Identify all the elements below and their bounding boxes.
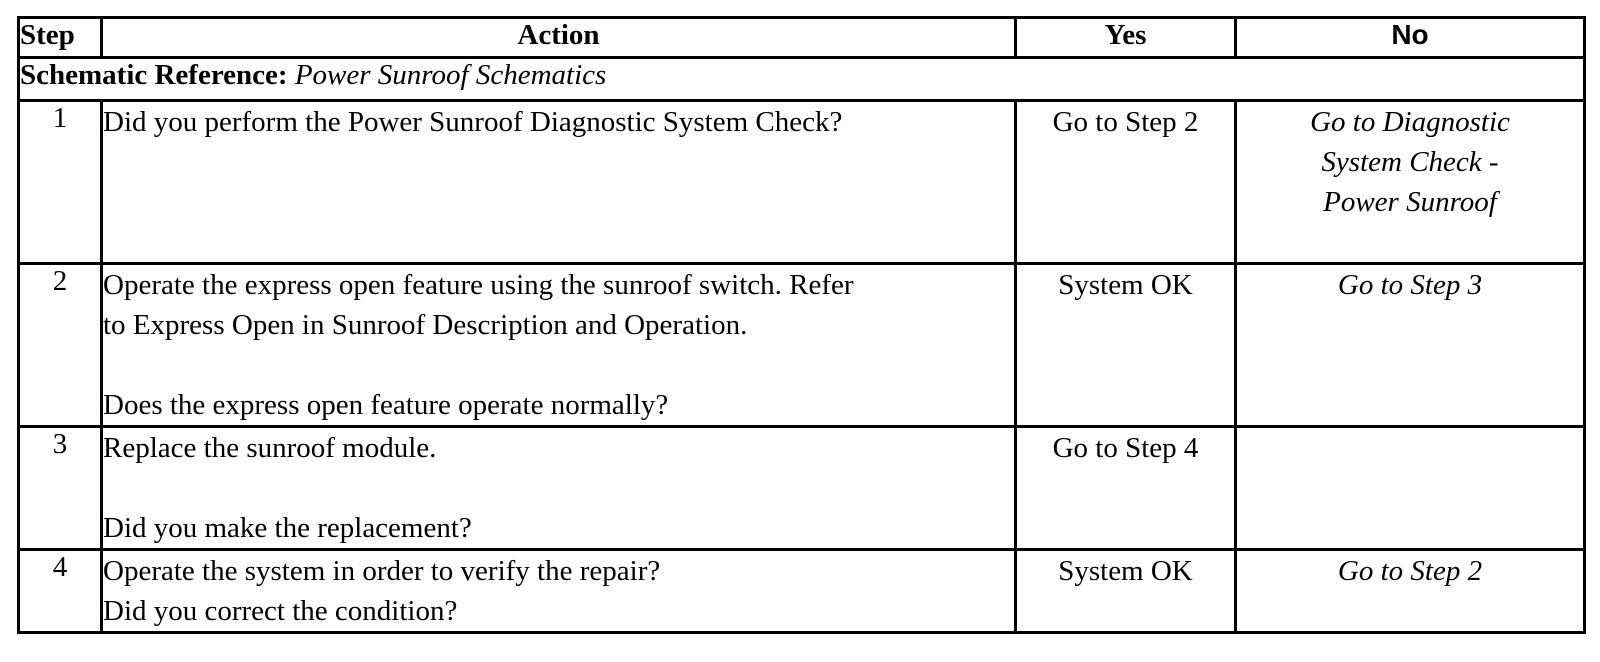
header-no: No xyxy=(1236,18,1585,58)
action-text: Did you correct the condition? xyxy=(103,595,458,627)
no-cell: Go to Step 3 xyxy=(1236,264,1585,427)
action-cell xyxy=(102,427,1016,550)
schematic-reference-cell xyxy=(19,58,1585,101)
table-row xyxy=(19,101,1585,264)
action-text: to Express Open in Sunroof Description and Operation. xyxy=(103,309,748,341)
yes-cell: Go to Step 4 xyxy=(1016,427,1236,550)
action-cell xyxy=(102,264,1016,427)
diagnostic-table xyxy=(17,16,1586,634)
step-number: 1 xyxy=(19,101,102,264)
yes-cell: System OK xyxy=(1016,550,1236,633)
header-yes: Yes xyxy=(1016,18,1236,58)
no-text: System Check - xyxy=(1321,146,1499,178)
table-header-row xyxy=(19,18,1585,58)
no-text: Power Sunroof xyxy=(1323,186,1497,218)
schematic-reference-link: Power Sunroof Schematics xyxy=(294,59,607,91)
action-text: Does the express open feature operate normally? xyxy=(103,389,669,421)
action-text: Did you make the replacement? xyxy=(103,512,472,544)
no-text: Go to Diagnostic xyxy=(1310,106,1510,138)
action-cell xyxy=(102,101,1016,264)
spacer xyxy=(103,345,1014,385)
table-row xyxy=(19,427,1585,550)
spacer xyxy=(103,468,1014,508)
no-cell xyxy=(1236,427,1585,550)
action-text: Did you perform the Power Sunroof Diagnostic System Check? xyxy=(103,106,843,138)
diagnostic-table-container xyxy=(17,16,1583,634)
header-step: Step xyxy=(19,18,102,58)
yes-cell: System OK xyxy=(1016,264,1236,427)
schematic-reference-label: Schematic Reference: xyxy=(20,59,288,91)
schematic-reference-row xyxy=(19,58,1585,101)
action-text: Operate the system in order to verify the repair? xyxy=(103,555,661,587)
action-text: Operate the express open feature using the sunroof switch. Refer xyxy=(103,269,854,301)
table-row xyxy=(19,264,1585,427)
action-text: Replace the sunroof module. xyxy=(103,432,437,464)
step-number: 2 xyxy=(19,264,102,427)
step-number: 3 xyxy=(19,427,102,550)
step-number: 4 xyxy=(19,550,102,633)
action-cell xyxy=(102,550,1016,633)
table-row xyxy=(19,550,1585,633)
no-cell xyxy=(1236,101,1585,264)
yes-cell: Go to Step 2 xyxy=(1016,101,1236,264)
no-cell: Go to Step 2 xyxy=(1236,550,1585,633)
header-action: Action xyxy=(102,18,1016,58)
